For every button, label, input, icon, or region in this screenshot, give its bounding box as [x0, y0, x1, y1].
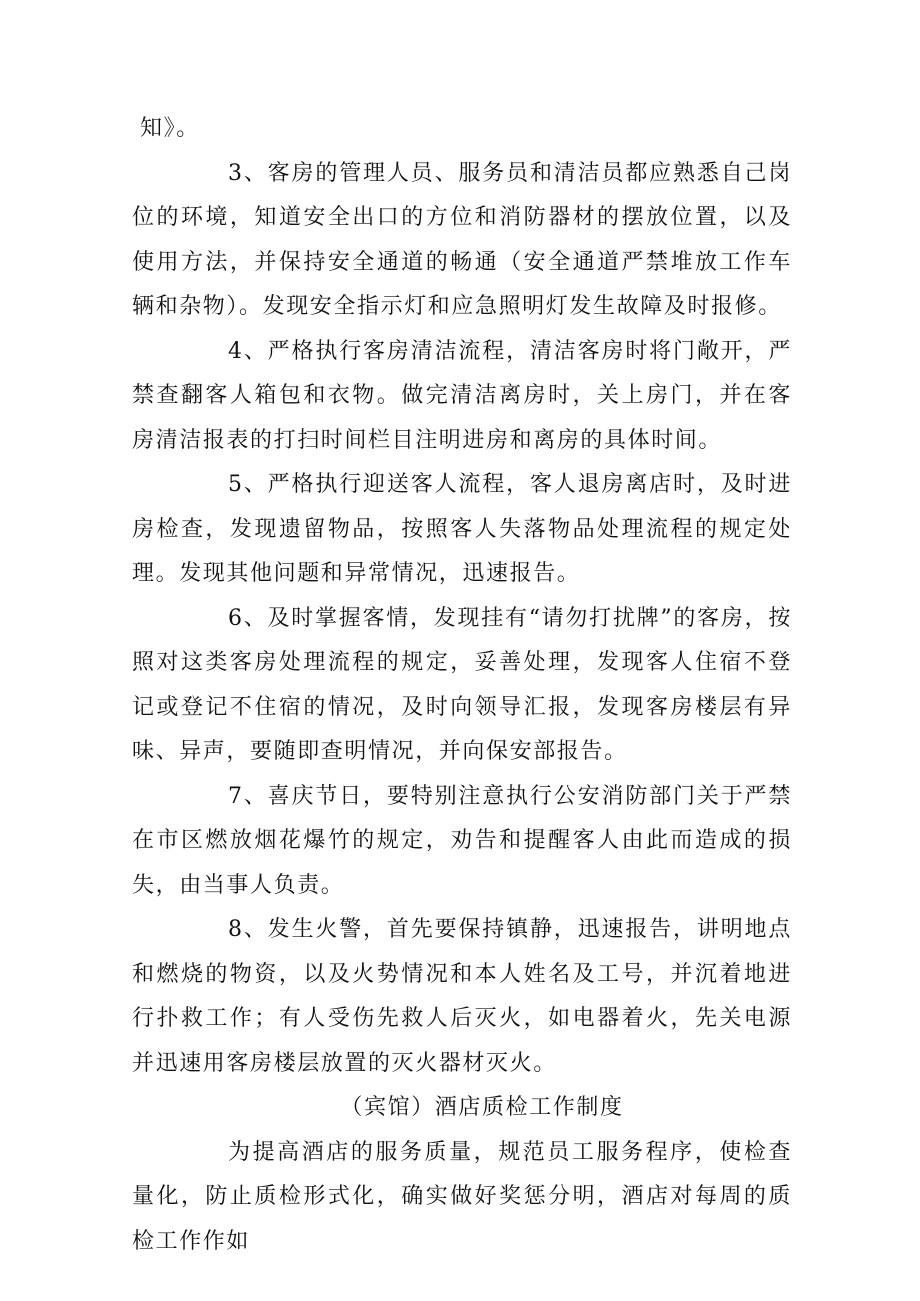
intro-paragraph: 为提高酒店的服务质量，规范员工服务程序，使检查量化，防止质检形式化，确实做好奖惩分明，酒店对每周的质检工作作如 [132, 1139, 792, 1254]
paragraph-item-4: 4、严格执行客房清洁流程，清洁客房时将门敞开，严禁查翻客人箱包和衣物。做完清洁离房时，关上房门，并在客房清洁报表的打扫时间栏目注明进房和离房的具体时间。 [132, 338, 792, 453]
paragraph-item-6: 6、及时掌握客情，发现挂有“请勿打扰牌”的客房，按照对这类客房处理流程的规定，妥善处理，发现客人住宿不登记或登记不住宿的情况，及时向领导汇报，发现客房楼层有异味、异声，要随即查明情况，并向保安部报告。 [132, 605, 792, 764]
continuation-line: 知》。 [140, 116, 200, 141]
document-body [132, 107, 792, 1264]
section-title: （宾馆）酒店质检工作制度 [340, 1095, 624, 1120]
paragraph-item-3: 3、客房的管理人员、服务员和清洁员都应熟悉自己岗位的环境，知道安全出口的方位和消防器材的摆放位置，以及使用方法，并保持安全通道的畅通（安全通道严禁堆放工作车辆和杂物）。发现安全指示灯和应急照明灯发生故障及时报修。 [132, 160, 792, 319]
paragraph-item-7: 7、喜庆节日，要特别注意执行公安消防部门关于严禁在市区燃放烟花爆竹的规定，劝告和提醒客人由此而造成的损失，由当事人负责。 [132, 783, 792, 898]
paragraph-item-5: 5、严格执行迎送客人流程，客人退房离店时，及时进房检查，发现遗留物品，按照客人失落物品处理流程的规定处理。发现其他问题和异常情况，迅速报告。 [132, 472, 792, 586]
paragraph-item-8: 8、发生火警，首先要保持镇静，迅速报告，讲明地点和燃烧的物资，以及火势情况和本人姓名及工号，并沉着地进行扑救工作；有人受伤先救人后灭火，如电器着火，先关电源并迅速用客房楼层放置的灭火器材灭火。 [132, 917, 792, 1076]
